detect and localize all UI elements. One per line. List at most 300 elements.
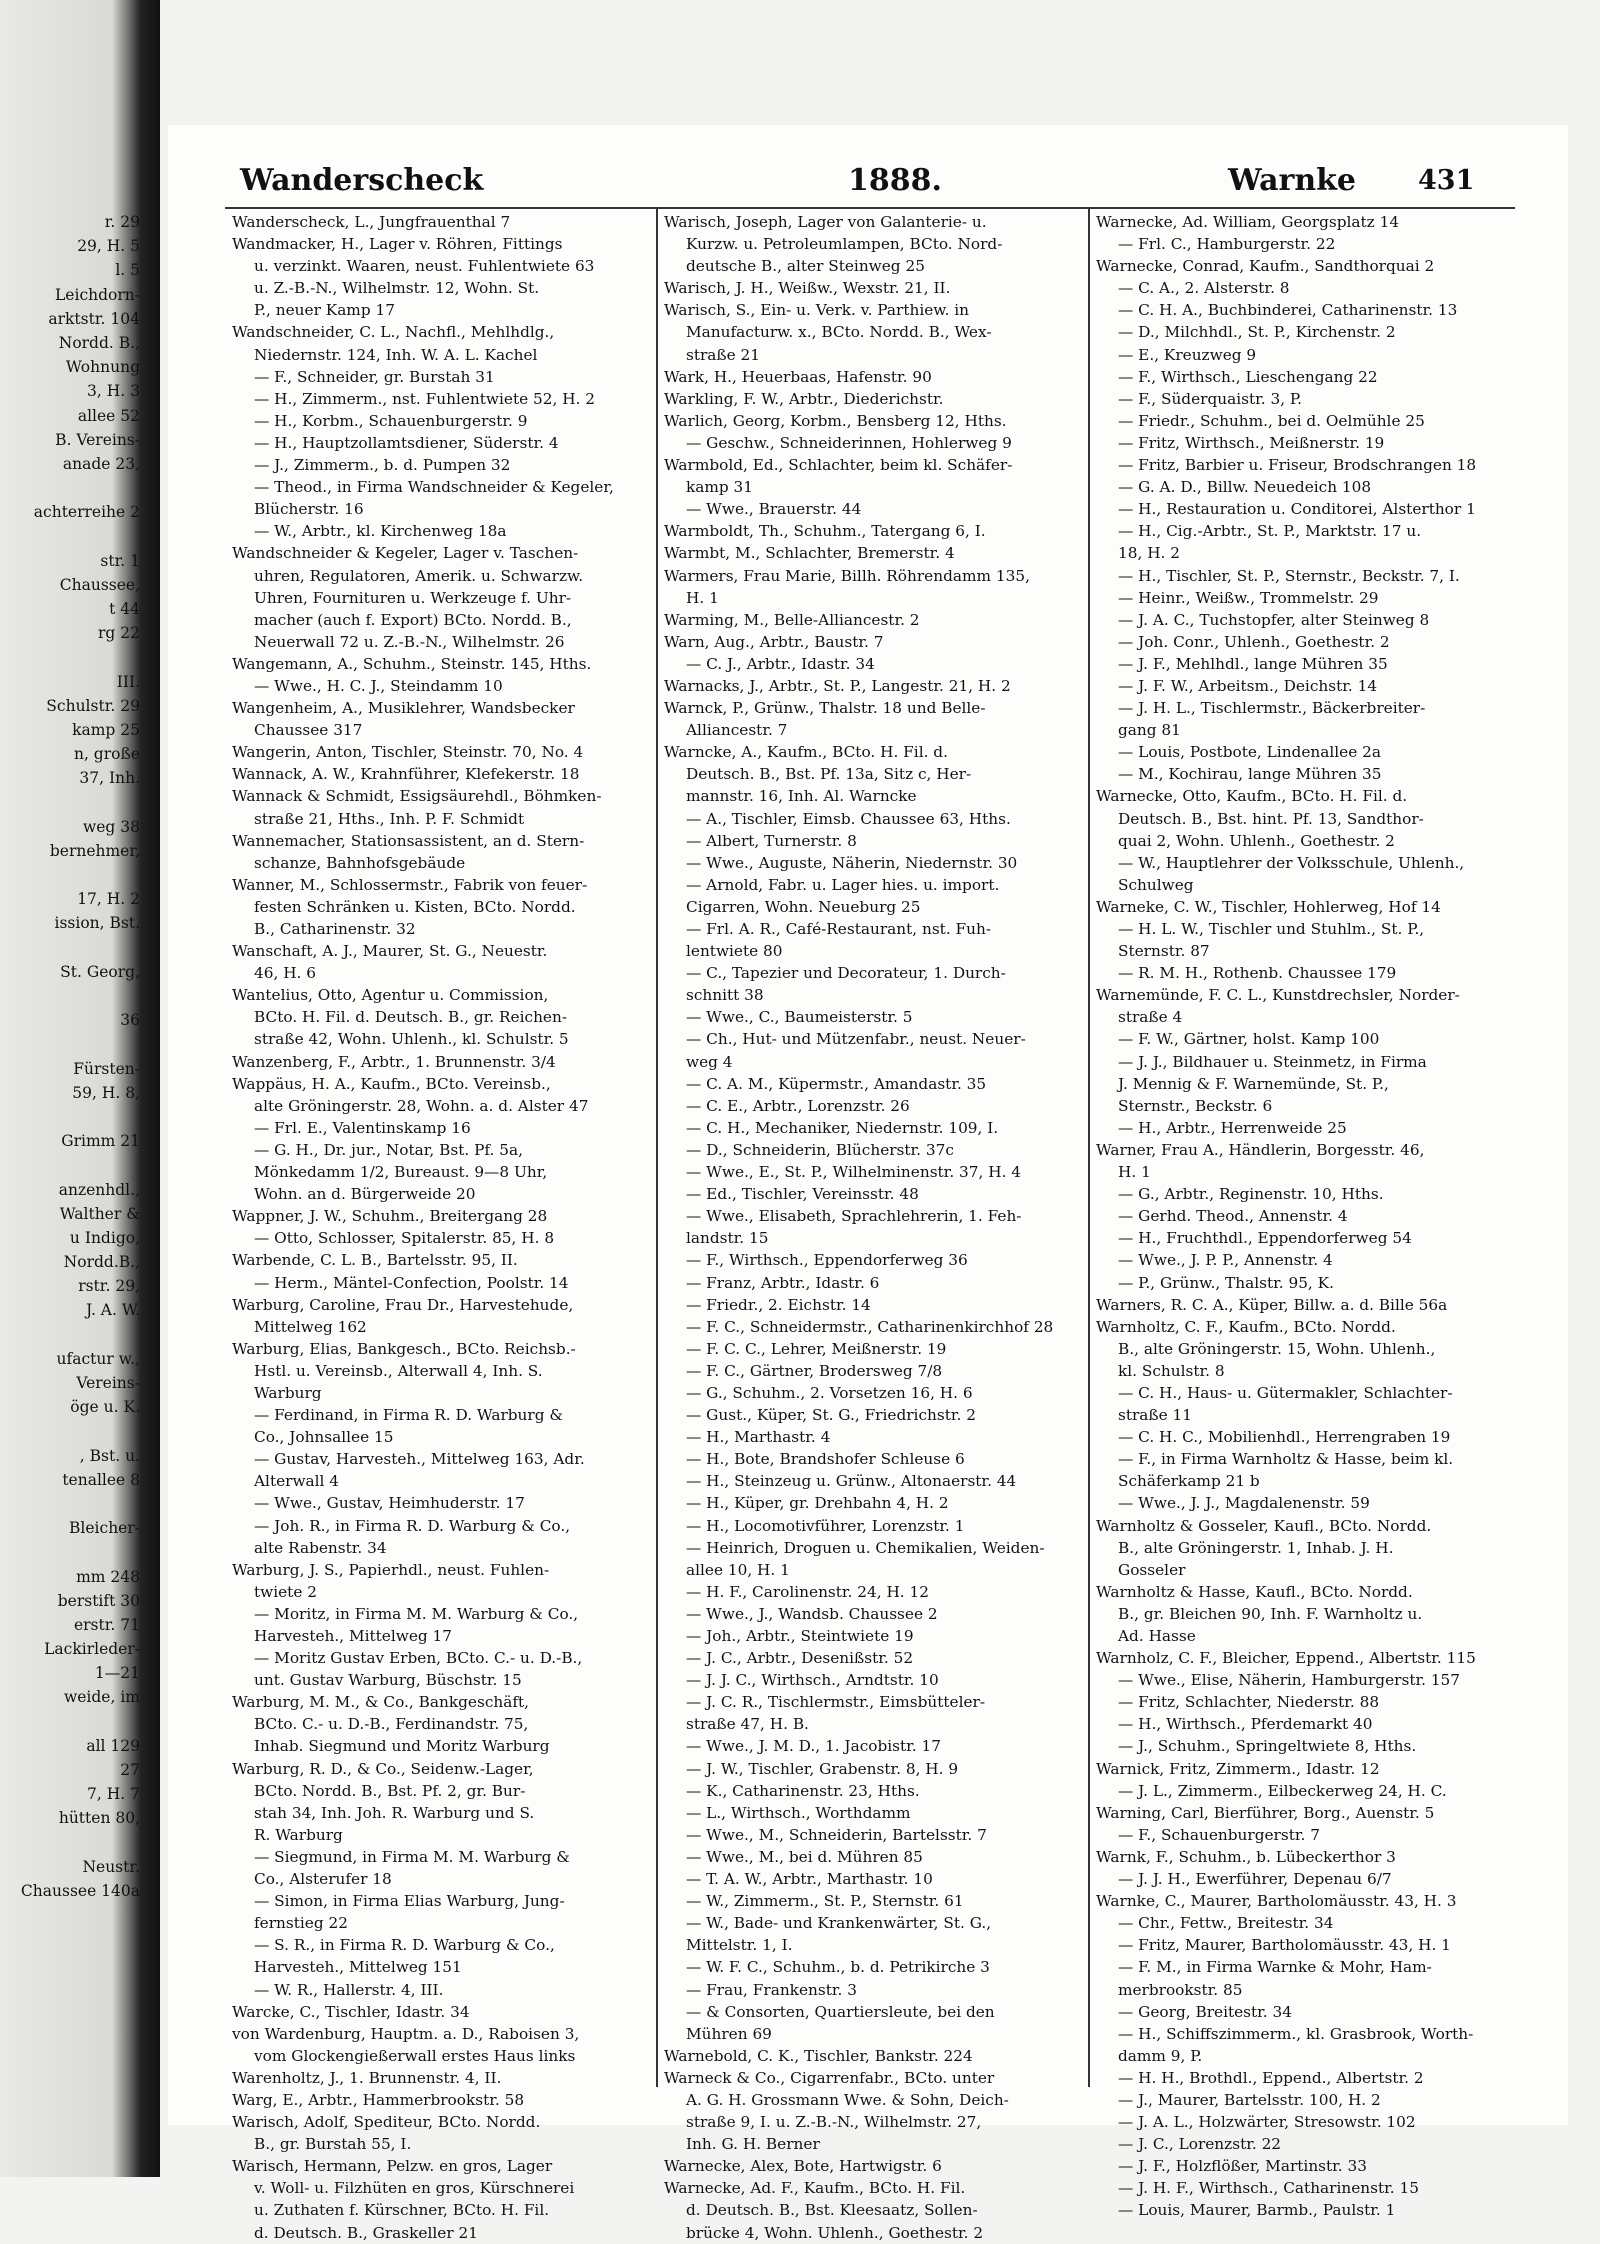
entries-column-2 xyxy=(664,211,1084,2244)
directory-entry-line: Mittelstr. 1, I. xyxy=(686,1936,793,1955)
directory-entry-line: Warisch, S., Ein- u. Verk. v. Parthiew. in xyxy=(664,301,970,320)
directory-entry-line: quai 2, Wohn. Uhlenh., Goethestr. 2 xyxy=(1118,831,1395,850)
directory-entry-line: Alliancestr. 7 xyxy=(686,721,788,740)
directory-entry-line: — Geschw., Schneiderinnen, Hohlerweg 9 xyxy=(686,433,1012,452)
facing-page-line: , Bst. u. xyxy=(79,1446,140,1465)
facing-page-line: Fürsten- xyxy=(73,1059,140,1078)
directory-entry-line: vom Glockengießerwall erstes Haus links xyxy=(254,2046,576,2065)
directory-entry-line: Warlich, Georg, Korbm., Bensberg 12, Hths. xyxy=(664,411,1007,430)
facing-page-line: allee 52 xyxy=(77,406,140,425)
facing-page-line: Chaussee, xyxy=(59,575,140,594)
directory-entry-line: — & Consorten, Quartiersleute, bei den xyxy=(686,2002,995,2021)
directory-entry-line: Wandmacker, H., Lager v. Röhren, Fittings xyxy=(232,235,563,254)
directory-entry-line: — Wwe., M., Schneiderin, Bartelsstr. 7 xyxy=(686,1825,987,1844)
directory-entry-line: 46, H. 6 xyxy=(254,964,316,983)
right-guide-word: Warnke xyxy=(1228,163,1357,198)
facing-page-line: ufactur w., xyxy=(56,1349,140,1368)
page-header xyxy=(168,163,1498,203)
facing-page-line: t 44 xyxy=(109,600,140,618)
directory-entry-line: Warburg, J. S., Papierhdl., neust. Fuhlen- xyxy=(232,1560,550,1579)
facing-page-line: 17, H. 2 xyxy=(77,890,140,909)
directory-entry-line: Warmers, Frau Marie, Billh. Röhrendamm 135, xyxy=(664,566,1030,585)
directory-entry-line: — J., Maurer, Bartelsstr. 100, H. 2 xyxy=(1118,2090,1381,2109)
column-divider xyxy=(1088,207,1090,2087)
directory-entry-line: Sternstr., Beckstr. 6 xyxy=(1118,1096,1273,1115)
directory-entry-line: Warnecke, Ad. F., Kaufm., BCto. H. Fil. xyxy=(664,2179,966,2198)
directory-entry-line: fernstieg 22 xyxy=(254,1914,348,1933)
directory-entry-line: — C. A., 2. Alsterstr. 8 xyxy=(1118,279,1290,298)
directory-entry-line: — Friedr., Schuhm., bei d. Oelmühle 25 xyxy=(1118,411,1425,430)
directory-entry-line: — W., Hauptlehrer der Volksschule, Uhlenh., xyxy=(1118,853,1465,872)
directory-entry-line: Warburg, M. M., & Co., Bankgeschäft, xyxy=(232,1693,530,1712)
directory-entry-line: Wandschneider & Kegeler, Lager v. Taschen- xyxy=(232,544,579,563)
directory-entry-line: — H., Schiffszimmerm., kl. Grasbrook, Worth- xyxy=(1118,2024,1474,2043)
facing-page-line xyxy=(0,1831,140,1855)
directory-entry-line: allee 10, H. 1 xyxy=(686,1560,790,1579)
directory-entry-line: — Fritz, Schlachter, Niederstr. 88 xyxy=(1118,1693,1380,1712)
directory-entry-line: — J. F., Holzflößer, Martinstr. 33 xyxy=(1118,2157,1367,2176)
directory-entry-line: — Siegmund, in Firma M. M. Warburg & xyxy=(254,1847,570,1866)
facing-page-line xyxy=(0,1419,140,1443)
directory-entry-line: Warburg xyxy=(254,1383,322,1402)
directory-entry-line: — Heinrich, Droguen u. Chemikalien, Weiden- xyxy=(686,1538,1045,1557)
directory-entry-line: Alterwall 4 xyxy=(254,1472,340,1491)
facing-page-line xyxy=(0,791,140,815)
directory-entry-line: Wannack & Schmidt, Essigsäurehdl., Böhmken- xyxy=(232,787,602,806)
facing-page-line xyxy=(0,1323,140,1347)
directory-entry-line: stah 34, Inh. Joh. R. Warburg und S. xyxy=(254,1803,535,1822)
facing-page-line: 36 xyxy=(120,1011,140,1030)
directory-entry-line: — Louis, Postbote, Lindenallee 2a xyxy=(1118,743,1381,762)
directory-entry-line: Wanzenberg, F., Arbtr., 1. Brunnenstr. 3/4 xyxy=(232,1052,556,1071)
directory-entry-line: — J., Zimmerm., b. d. Pumpen 32 xyxy=(254,456,511,475)
directory-entry-line: — Wwe., Elise, Näherin, Hamburgerstr. 157 xyxy=(1118,1671,1461,1690)
directory-entry-line: — F., Wirthsch., Lieschengang 22 xyxy=(1118,367,1378,386)
entries-column-1 xyxy=(232,211,650,2244)
directory-entry-line: — Wwe., Gustav, Heimhuderstr. 17 xyxy=(254,1494,525,1513)
facing-page-line: r. 29 xyxy=(104,213,140,231)
directory-entry-line: Warn, Aug., Arbtr., Baustr. 7 xyxy=(664,632,884,651)
directory-entry-line: Warnholz, C. F., Bleicher, Eppend., Albertstr. 115 xyxy=(1096,1649,1476,1668)
directory-entry-line: — Frau, Frankenstr. 3 xyxy=(686,1980,857,1999)
directory-entry-line: Blücherstr. 16 xyxy=(254,500,364,519)
directory-entry-line: — Wwe., M., bei d. Mühren 85 xyxy=(686,1847,923,1866)
directory-entry-line: — C. H., Haus- u. Gütermakler, Schlachter- xyxy=(1118,1383,1453,1402)
directory-entry-line: — L., Wirthsch., Worthdamm xyxy=(686,1803,911,1822)
directory-entry-line: Wangerin, Anton, Tischler, Steinstr. 70, No. 4 xyxy=(232,743,584,762)
directory-entry-line: Warburg, Elias, Bankgesch., BCto. Reichsb.- xyxy=(232,1339,576,1358)
directory-entry-line: straße 21, Hths., Inh. P. F. Schmidt xyxy=(254,809,525,828)
directory-entry-line: Manufacturw. x., BCto. Nordd. B., Wex- xyxy=(686,323,992,342)
directory-entry-line: Hstl. u. Vereinsb., Alterwall 4, Inh. S. xyxy=(254,1361,543,1380)
facing-page-text xyxy=(0,210,140,1903)
directory-entry-line: P., neuer Kamp 17 xyxy=(254,301,395,320)
directory-entry-line: — R. M. H., Rothenb. Chaussee 179 xyxy=(1118,964,1397,983)
directory-entry-line: straße 42, Wohn. Uhlenh., kl. Schulstr. 5 xyxy=(254,1030,569,1049)
directory-entry-line: BCto. Nordd. B., Bst. Pf. 2, gr. Bur- xyxy=(254,1781,526,1800)
directory-entry-line: Warners, R. C. A., Küper, Billw. a. d. Bille 56a xyxy=(1096,1295,1448,1314)
directory-entry-line: — Simon, in Firma Elias Warburg, Jung- xyxy=(254,1892,565,1911)
directory-entry-line: macher (auch f. Export) BCto. Nordd. B., xyxy=(254,610,572,629)
facing-page-line xyxy=(0,863,140,887)
directory-entry-line: Warnholtz & Hasse, Kaufl., BCto. Nordd. xyxy=(1096,1582,1413,1601)
directory-entry-line: — M., Kochirau, lange Mühren 35 xyxy=(1118,765,1382,784)
facing-page-line: Grimm 21 xyxy=(61,1132,140,1151)
directory-entry-line: — K., Catharinenstr. 23, Hths. xyxy=(686,1781,920,1800)
directory-entry-line: — Heinr., Weißw., Trommelstr. 29 xyxy=(1118,588,1379,607)
directory-entry-line: Warnecke, Alex, Bote, Hartwigstr. 6 xyxy=(664,2157,942,2176)
directory-entry-line: — W. R., Hallerstr. 4, III. xyxy=(254,1980,444,1999)
directory-entry-line: — Wwe., J., Wandsb. Chaussee 2 xyxy=(686,1604,938,1623)
directory-entry-line: Warburg, R. D., & Co., Seidenw.-Lager, xyxy=(232,1759,534,1778)
directory-entry-line: Warnecke, Conrad, Kaufm., Sandthorquai 2 xyxy=(1096,257,1435,276)
facing-page-edge xyxy=(0,0,160,2177)
directory-entry-line: — C. E., Arbtr., Lorenzstr. 26 xyxy=(686,1096,910,1115)
directory-entry-line: Mönkedamm 1/2, Bureaust. 9—8 Uhr, xyxy=(254,1163,548,1182)
directory-entry-line: Wohn. an d. Bürgerweide 20 xyxy=(254,1185,476,1204)
directory-entry-line: — Otto, Schlosser, Spitalerstr. 85, H. 8 xyxy=(254,1229,555,1248)
directory-entry-line: Ad. Hasse xyxy=(1118,1627,1196,1645)
directory-entry-line: — Frl. A. R., Café-Restaurant, nst. Fuh- xyxy=(686,920,992,938)
directory-entry-line: alte Gröningerstr. 28, Wohn. a. d. Alster 47 xyxy=(254,1096,589,1115)
directory-entry-line: twiete 2 xyxy=(254,1582,317,1601)
directory-entry-line: Warmboldt, Th., Schuhm., Tatergang 6, I. xyxy=(664,522,986,541)
directory-entry-line: kamp 31 xyxy=(686,478,754,497)
directory-entry-line: — Joh. R., in Firma R. D. Warburg & Co., xyxy=(254,1516,571,1535)
directory-entry-line: — W., Zimmerm., St. P., Sternstr. 61 xyxy=(686,1892,964,1911)
directory-entry-line: — J. H. F., Wirthsch., Catharinenstr. 15 xyxy=(1118,2179,1419,2198)
directory-entry-line: — F. C. C., Lehrer, Meißnerstr. 19 xyxy=(686,1339,947,1358)
facing-page-line: Neustr. xyxy=(82,1857,140,1876)
directory-entry-line: — W., Arbtr., kl. Kirchenweg 18a xyxy=(254,522,507,541)
directory-entry-line: — Ed., Tischler, Vereinsstr. 48 xyxy=(686,1185,919,1204)
directory-entry-line: — H., Zimmerm., nst. Fuhlentwiete 52, H. 2 xyxy=(254,389,595,408)
facing-page-line xyxy=(0,1153,140,1177)
facing-page-line: bernehmer, xyxy=(49,841,140,860)
directory-entry-line: Harvesteh., Mittelweg 17 xyxy=(254,1627,453,1645)
directory-entry-line: — J. H. L., Tischlermstr., Bäckerbreiter- xyxy=(1118,699,1426,718)
directory-entry-line: H. 1 xyxy=(1118,1163,1151,1182)
facing-page-line: J. A. W. xyxy=(85,1301,140,1320)
page-number: 431 xyxy=(1418,165,1475,196)
directory-entry-line: — Herm., Mäntel-Confection, Poolstr. 14 xyxy=(254,1273,569,1292)
facing-page-line: Bleicher- xyxy=(69,1519,140,1538)
facing-page-line: 7, H. 7 xyxy=(87,1785,140,1804)
facing-page-line xyxy=(0,1710,140,1734)
directory-entry-line: Warenholtz, J., 1. Brunnenstr. 4, II. xyxy=(232,2068,502,2087)
facing-page-line: n, große xyxy=(73,745,140,764)
directory-entry-line: — C. A. M., Küpermstr., Amandastr. 35 xyxy=(686,1074,987,1093)
directory-entry-line: Warnck, P., Grünw., Thalstr. 18 und Belle- xyxy=(664,699,986,718)
directory-entry-line: — D., Schneiderin, Blücherstr. 37c xyxy=(686,1140,954,1159)
directory-entry-line: Neuerwall 72 u. Z.-B.-N., Wilhelmstr. 26 xyxy=(254,632,565,651)
entries-column-3 xyxy=(1096,211,1516,2222)
directory-entry-line: — H., Steinzeug u. Grünw., Altonaerstr. 44 xyxy=(686,1472,1017,1491)
directory-entry-line: gang 81 xyxy=(1118,721,1181,740)
facing-page-line: 27 xyxy=(120,1761,140,1779)
facing-page-line: 3, H. 3 xyxy=(87,382,140,401)
directory-entry-line: — P., Grünw., Thalstr. 95, K. xyxy=(1118,1273,1334,1292)
directory-entry-line: — Ferdinand, in Firma R. D. Warburg & xyxy=(254,1406,563,1425)
directory-entry-line: — Wwe., C., Baumeisterstr. 5 xyxy=(686,1008,913,1027)
directory-entry-line: Mühren 69 xyxy=(686,2024,772,2043)
directory-entry-line: Inh. G. H. Berner xyxy=(686,2135,820,2154)
facing-page-line xyxy=(0,936,140,960)
directory-entry-line: d. Deutsch. B., Bst. Kleesaatz, Sollen- xyxy=(686,2201,978,2220)
directory-entry-line: — D., Milchhdl., St. P., Kirchenstr. 2 xyxy=(1118,323,1396,342)
directory-entry-line: — H. H., Brothdl., Eppend., Albertstr. 2 xyxy=(1118,2068,1424,2087)
directory-entry-line: u. Z.-B.-N., Wilhelmstr. 12, Wohn. St. xyxy=(254,279,540,298)
facing-page-line: weide, im xyxy=(63,1688,140,1707)
directory-entry-line: Warnecke, Ad. William, Georgsplatz 14 xyxy=(1096,213,1400,231)
facing-page-line: weg 38 xyxy=(82,817,140,836)
directory-entry-line: Warburg, Caroline, Frau Dr., Harvestehude, xyxy=(232,1295,574,1314)
directory-entry-line: Sternstr. 87 xyxy=(1118,942,1210,961)
directory-entry-line: Warming, M., Belle-Alliancestr. 2 xyxy=(664,610,920,629)
directory-entry-line: — Wwe., H. C. J., Steindamm 10 xyxy=(254,676,503,695)
directory-entry-line: — H. L. W., Tischler und Stuhlm., St. P., xyxy=(1118,920,1425,938)
directory-entry-line: Niedernstr. 124, Inh. W. A. L. Kachel xyxy=(254,345,538,364)
directory-entry-line: — F., Schneider, gr. Burstah 31 xyxy=(254,367,495,386)
directory-entry-line: — T. A. W., Arbtr., Marthastr. 10 xyxy=(686,1870,933,1889)
facing-page-line: Lackirleder- xyxy=(44,1640,140,1659)
directory-entry-line: merbrookstr. 85 xyxy=(1118,1980,1243,1999)
facing-page-line: all 129 xyxy=(86,1736,140,1755)
directory-entry-line: Warner, Frau A., Händlerin, Borgesstr. 46, xyxy=(1096,1140,1425,1159)
facing-page-line: rstr. 29, xyxy=(78,1277,140,1296)
directory-entry-line: Wappner, J. W., Schuhm., Breitergang 28 xyxy=(232,1207,548,1226)
directory-entry-line: — J. A. C., Tuchstopfer, alter Steinweg 8 xyxy=(1118,610,1430,629)
directory-entry-line: — H., Fruchthdl., Eppendorferweg 54 xyxy=(1118,1229,1412,1248)
directory-entry-line: — J. W., Tischler, Grabenstr. 8, H. 9 xyxy=(686,1759,959,1778)
directory-entry-line: — Wwe., E., St. P., Wilhelminenstr. 37, H. 4 xyxy=(686,1163,1022,1182)
facing-page-line: III. xyxy=(116,672,140,691)
directory-entry-line: — H., Bote, Brandshofer Schleuse 6 xyxy=(686,1450,965,1469)
left-guide-word: Wanderscheck xyxy=(240,163,484,198)
directory-entry-line: — C. J., Arbtr., Idastr. 34 xyxy=(686,654,875,673)
facing-page-line: mm 248 xyxy=(76,1567,140,1586)
facing-page-line: Chaussee 140a xyxy=(20,1881,140,1900)
directory-entry-line: — H. F., Carolinenstr. 24, H. 12 xyxy=(686,1582,930,1601)
directory-entry-line: — F., Schauenburgerstr. 7 xyxy=(1118,1825,1320,1844)
directory-entry-line: Wantelius, Otto, Agentur u. Commission, xyxy=(232,986,549,1005)
directory-entry-line: — Wwe., J. J., Magdalenenstr. 59 xyxy=(1118,1494,1370,1513)
directory-entry-line: B., Catharinenstr. 32 xyxy=(254,920,416,938)
directory-entry-line: straße 9, I. u. Z.-B.-N., Wilhelmstr. 27, xyxy=(686,2113,982,2132)
directory-entry-line: — Wwe., Elisabeth, Sprachlehrerin, 1. Feh- xyxy=(686,1207,1022,1226)
directory-entry-line: — Albert, Turnerstr. 8 xyxy=(686,831,857,850)
directory-entry-line: — J. C., Arbtr., Desenißstr. 52 xyxy=(686,1649,914,1668)
directory-entry-line: — H., Locomotivführer, Lorenzstr. 1 xyxy=(686,1516,965,1535)
directory-entry-line: — F. C., Gärtner, Brodersweg 7/8 xyxy=(686,1361,943,1380)
directory-entry-line: — G. A. D., Billw. Neuedeich 108 xyxy=(1118,478,1372,497)
directory-entry-line: Warisch, Hermann, Pelzw. en gros, Lager xyxy=(232,2157,553,2176)
directory-entry-line: — F., Süderquaistr. 3, P. xyxy=(1118,389,1302,408)
facing-page-line: Nordd.B., xyxy=(63,1253,140,1272)
directory-entry-line: Warcke, C., Tischler, Idastr. 34 xyxy=(232,2002,470,2021)
directory-entry-line: — J. C. R., Tischlermstr., Eimsbütteler- xyxy=(686,1693,985,1712)
directory-entry-line: — A., Tischler, Eimsb. Chaussee 63, Hths. xyxy=(686,809,1011,828)
directory-entry-line: Schäferkamp 21 b xyxy=(1118,1472,1260,1491)
directory-entry-line: Warnke, C., Maurer, Bartholomäusstr. 43, H. 3 xyxy=(1096,1892,1457,1911)
directory-entry-line: Co., Alsterufer 18 xyxy=(254,1870,392,1889)
directory-entry-line: u. verzinkt. Waaren, neust. Fuhlentwiete 63 xyxy=(254,257,595,276)
facing-page-line: berstift 30 xyxy=(57,1591,140,1610)
directory-entry-line: — J., Schuhm., Springeltwiete 8, Hths. xyxy=(1118,1737,1417,1756)
directory-entry-line: schanze, Bahnhofsgebäude xyxy=(254,853,466,872)
facing-page-line xyxy=(0,1492,140,1516)
directory-entry-line: Warnk, F., Schuhm., b. Lübeckerthor 3 xyxy=(1096,1847,1396,1866)
directory-entry-line: Warnecke, Otto, Kaufm., BCto. H. Fil. d. xyxy=(1096,787,1408,806)
directory-entry-line: Warnemünde, F. C. L., Kunstdrechsler, Norder- xyxy=(1096,986,1460,1005)
directory-entry-line: — F., in Firma Warnholtz & Hasse, beim kl. xyxy=(1118,1450,1454,1469)
directory-entry-line: — Wwe., Auguste, Näherin, Niedernstr. 30 xyxy=(686,853,1018,872)
column-divider xyxy=(656,207,658,2087)
directory-entry-line: — F. W., Gärtner, holst. Kamp 100 xyxy=(1118,1030,1380,1049)
directory-entry-line: — Wwe., Brauerstr. 44 xyxy=(686,500,862,519)
directory-entry-line: festen Schränken u. Kisten, BCto. Nordd. xyxy=(254,897,576,916)
directory-entry-line: — Franz, Arbtr., Idastr. 6 xyxy=(686,1273,880,1292)
directory-entry-line: — H., Hauptzollamtsdiener, Süderstr. 4 xyxy=(254,433,559,452)
directory-entry-line: 18, H. 2 xyxy=(1118,544,1180,563)
directory-entry-line: Inhab. Siegmund und Moritz Warburg xyxy=(254,1737,550,1756)
facing-page-line xyxy=(0,645,140,669)
directory-entry-line: B., alte Gröningerstr. 15, Wohn. Uhlenh., xyxy=(1118,1339,1436,1358)
directory-entry-line: — Chr., Fettw., Breitestr. 34 xyxy=(1118,1914,1334,1933)
directory-entry-line: — H., Tischler, St. P., Sternstr., Beckstr. 7, I. xyxy=(1118,566,1460,585)
directory-entry-line: — Georg, Breitestr. 34 xyxy=(1118,2002,1292,2021)
directory-entry-line: — Fritz, Barbier u. Friseur, Brodschrangen 18 xyxy=(1118,456,1477,475)
facing-page-line xyxy=(0,524,140,548)
directory-entry-line: — Theod., in Firma Wandschneider & Kegeler, xyxy=(254,478,614,497)
directory-entry-line: — J. F., Mehlhdl., lange Mühren 35 xyxy=(1118,654,1388,673)
directory-entry-line: schnitt 38 xyxy=(686,986,764,1005)
directory-entry-line: — J. J. H., Ewerführer, Depenau 6/7 xyxy=(1118,1870,1392,1889)
facing-page-line xyxy=(0,1105,140,1129)
directory-entry-line: — C. H. A., Buchbinderei, Catharinenstr. 13 xyxy=(1118,301,1458,320)
directory-entry-line: Schulweg xyxy=(1118,875,1194,894)
directory-entry-line: — Wwe., J. M. D., 1. Jacobistr. 17 xyxy=(686,1737,941,1756)
directory-entry-line: A. G. H. Grossmann Wwe. & Sohn, Deich- xyxy=(686,2090,1009,2109)
directory-entry-line: BCto. C.- u. D.-B., Ferdinandstr. 75, xyxy=(254,1715,529,1734)
facing-page-line: Vereins- xyxy=(76,1374,140,1392)
directory-entry-line: straße 21 xyxy=(686,345,761,364)
directory-entry-line: Cigarren, Wohn. Neueburg 25 xyxy=(686,897,921,916)
directory-entry-line: B., gr. Bleichen 90, Inh. F. Warnholtz u. xyxy=(1118,1604,1423,1623)
directory-entry-line: — W. F. C., Schuhm., b. d. Petrikirche 3 xyxy=(686,1958,990,1977)
directory-entry-line: — J. J., Bildhauer u. Steinmetz, in Firma xyxy=(1118,1052,1427,1071)
facing-page-line: Walther & xyxy=(59,1204,140,1223)
facing-page-line: anade 23, xyxy=(62,454,140,473)
directory-entry-line: — C., Tapezier und Decorateur, 1. Durch- xyxy=(686,964,1006,983)
directory-entry-line: — Fritz, Maurer, Bartholomäusstr. 43, H. 1 xyxy=(1118,1936,1451,1955)
directory-entry-line: mannstr. 16, Inh. Al. Warncke xyxy=(686,787,917,806)
facing-page-line: öge u. K. xyxy=(70,1398,140,1417)
facing-page-line: Nordd. B., xyxy=(58,333,140,352)
directory-entry-line: Warisch, J. H., Weißw., Wexstr. 21, II. xyxy=(664,279,951,298)
directory-entry-line: kl. Schulstr. 8 xyxy=(1118,1361,1225,1380)
directory-entry-line: Warkling, F. W., Arbtr., Diederichstr. xyxy=(664,389,944,408)
directory-entry-line: Warning, Carl, Bierführer, Borg., Auenstr. 5 xyxy=(1096,1803,1435,1822)
directory-entry-line: — G. H., Dr. jur., Notar, Bst. Pf. 5a, xyxy=(254,1140,523,1159)
directory-entry-line: — J. A. L., Holzwärter, Stresowstr. 102 xyxy=(1118,2113,1416,2132)
directory-entry-line: — Friedr., 2. Eichstr. 14 xyxy=(686,1295,871,1314)
directory-entry-line: — S. R., in Firma R. D. Warburg & Co., xyxy=(254,1936,555,1955)
directory-entry-line: Warneck & Co., Cigarrenfabr., BCto. unter xyxy=(664,2068,995,2087)
directory-entry-line: Warnacks, J., Arbtr., St. P., Langestr. 21, H. 2 xyxy=(664,676,1011,695)
facing-page-line: hütten 80, xyxy=(58,1809,140,1828)
directory-entry-line: Deutsch. B., Bst. hint. Pf. 13, Sandthor- xyxy=(1118,809,1424,828)
directory-entry-line: — C. H. C., Mobilienhdl., Herrengraben 19 xyxy=(1118,1428,1451,1447)
directory-entry-line: — Louis, Maurer, Barmb., Paulstr. 1 xyxy=(1118,2201,1396,2220)
directory-entry-line: — F. C., Schneidermstr., Catharinenkirchhof 28 xyxy=(686,1317,1054,1336)
directory-entry-line: — E., Kreuzweg 9 xyxy=(1118,345,1257,364)
facing-page-line: arktstr. 104 xyxy=(48,309,140,328)
directory-entry-line: — G., Arbtr., Reginenstr. 10, Hths. xyxy=(1118,1185,1384,1204)
directory-entry-line: u. Zuthaten f. Kürschner, BCto. H. Fil. xyxy=(254,2201,550,2220)
facing-page-line: 59, H. 8, xyxy=(72,1083,140,1102)
directory-entry-line: straße 47, H. B. xyxy=(686,1715,809,1734)
directory-entry-line: — H., Restauration u. Conditorei, Alsterthor 1 xyxy=(1118,500,1476,519)
directory-entry-line: Warisch, Adolf, Spediteur, BCto. Nordd. xyxy=(232,2113,541,2132)
facing-page-line xyxy=(0,984,140,1008)
directory-entry-line: — Fritz, Wirthsch., Meißnerstr. 19 xyxy=(1118,433,1385,452)
directory-entry-line: — Ch., Hut- und Mützenfabr., neust. Neuer- xyxy=(686,1030,1026,1049)
directory-entry-line: — G., Schuhm., 2. Vorsetzen 16, H. 6 xyxy=(686,1383,973,1402)
directory-entry-line: — Moritz Gustav Erben, BCto. C.- u. D.-B., xyxy=(254,1649,583,1668)
directory-entry-line: Warneke, C. W., Tischler, Hohlerweg, Hof 14 xyxy=(1096,897,1441,916)
facing-page-line: 1—21 xyxy=(94,1664,140,1683)
facing-page-line: 37, Inh. xyxy=(79,769,140,788)
directory-entry-line: Wangemann, A., Schuhm., Steinstr. 145, Hths. xyxy=(232,654,592,673)
directory-entry-line: Wannemacher, Stationsassistent, an d. Stern- xyxy=(232,831,585,850)
directory-entry-line: uhren, Regulatoren, Amerik. u. Schwarzw. xyxy=(254,566,584,585)
directory-entry-line: Warnholtz, C. F., Kaufm., BCto. Nordd. xyxy=(1096,1317,1396,1336)
directory-entry-line: BCto. H. Fil. d. Deutsch. B., gr. Reichen- xyxy=(254,1008,567,1027)
directory-entry-line: — C. H., Mechaniker, Niedernstr. 109, I. xyxy=(686,1118,999,1137)
directory-entry-line: damm 9, P. xyxy=(1118,2046,1203,2065)
facing-page-line: u Indigo, xyxy=(69,1228,140,1247)
facing-page-line: ission, Bst. xyxy=(54,914,140,933)
directory-entry-line: Wanderscheck, L., Jungfrauenthal 7 xyxy=(232,213,511,231)
directory-entry-line: — Joh., Arbtr., Steintwiete 19 xyxy=(686,1627,914,1645)
directory-entry-line: Warg, E., Arbtr., Hammerbrookstr. 58 xyxy=(232,2090,525,2109)
directory-entry-line: — Moritz, in Firma M. M. Warburg & Co., xyxy=(254,1604,579,1623)
directory-entry-line: Wangenheim, A., Musiklehrer, Wandsbecker xyxy=(232,699,575,718)
facing-page-line: l. 5 xyxy=(115,261,140,280)
directory-entry-line: Wappäus, H. A., Kaufm., BCto. Vereinsb., xyxy=(232,1074,551,1093)
directory-entry-line: Warmbt, M., Schlachter, Bremerstr. 4 xyxy=(664,544,955,563)
directory-entry-line: — Frl. E., Valentinskamp 16 xyxy=(254,1118,471,1137)
directory-entry-line: Warisch, Joseph, Lager von Galanterie- u. xyxy=(664,213,987,231)
directory-entry-line: d. Deutsch. B., Graskeller 21 xyxy=(254,2223,478,2242)
directory-entry-line: Warnick, Fritz, Zimmerm., Idastr. 12 xyxy=(1096,1759,1380,1778)
directory-entry-line: — Gust., Küper, St. G., Friedrichstr. 2 xyxy=(686,1406,976,1425)
directory-entry-line: — W., Bade- und Krankenwärter, St. G., xyxy=(686,1914,992,1933)
directory-entry-line: J. Mennig & F. Warnemünde, St. P., xyxy=(1118,1074,1389,1093)
facing-page-line: tenallee 8 xyxy=(62,1470,140,1489)
directory-entry-line: Wanschaft, A. J., Maurer, St. G., Neuestr. xyxy=(232,942,548,961)
facing-page-line xyxy=(0,476,140,500)
directory-entry-line: — H., Küper, gr. Drehbahn 4, H. 2 xyxy=(686,1494,949,1513)
facing-page-line: St. Georg, xyxy=(60,962,140,981)
directory-entry-line: Chaussee 317 xyxy=(254,721,363,740)
directory-entry-line: Warmbold, Ed., Schlachter, beim kl. Schäfer- xyxy=(664,456,1013,475)
facing-page-line: Wohnung xyxy=(65,358,140,377)
facing-page-line: 29, H. 5 xyxy=(77,237,140,256)
directory-entry-line: Kurzw. u. Petroleumlampen, BCto. Nord- xyxy=(686,235,1003,254)
directory-entry-line: v. Woll- u. Filzhüten en gros, Kürschnerei xyxy=(254,2179,575,2198)
